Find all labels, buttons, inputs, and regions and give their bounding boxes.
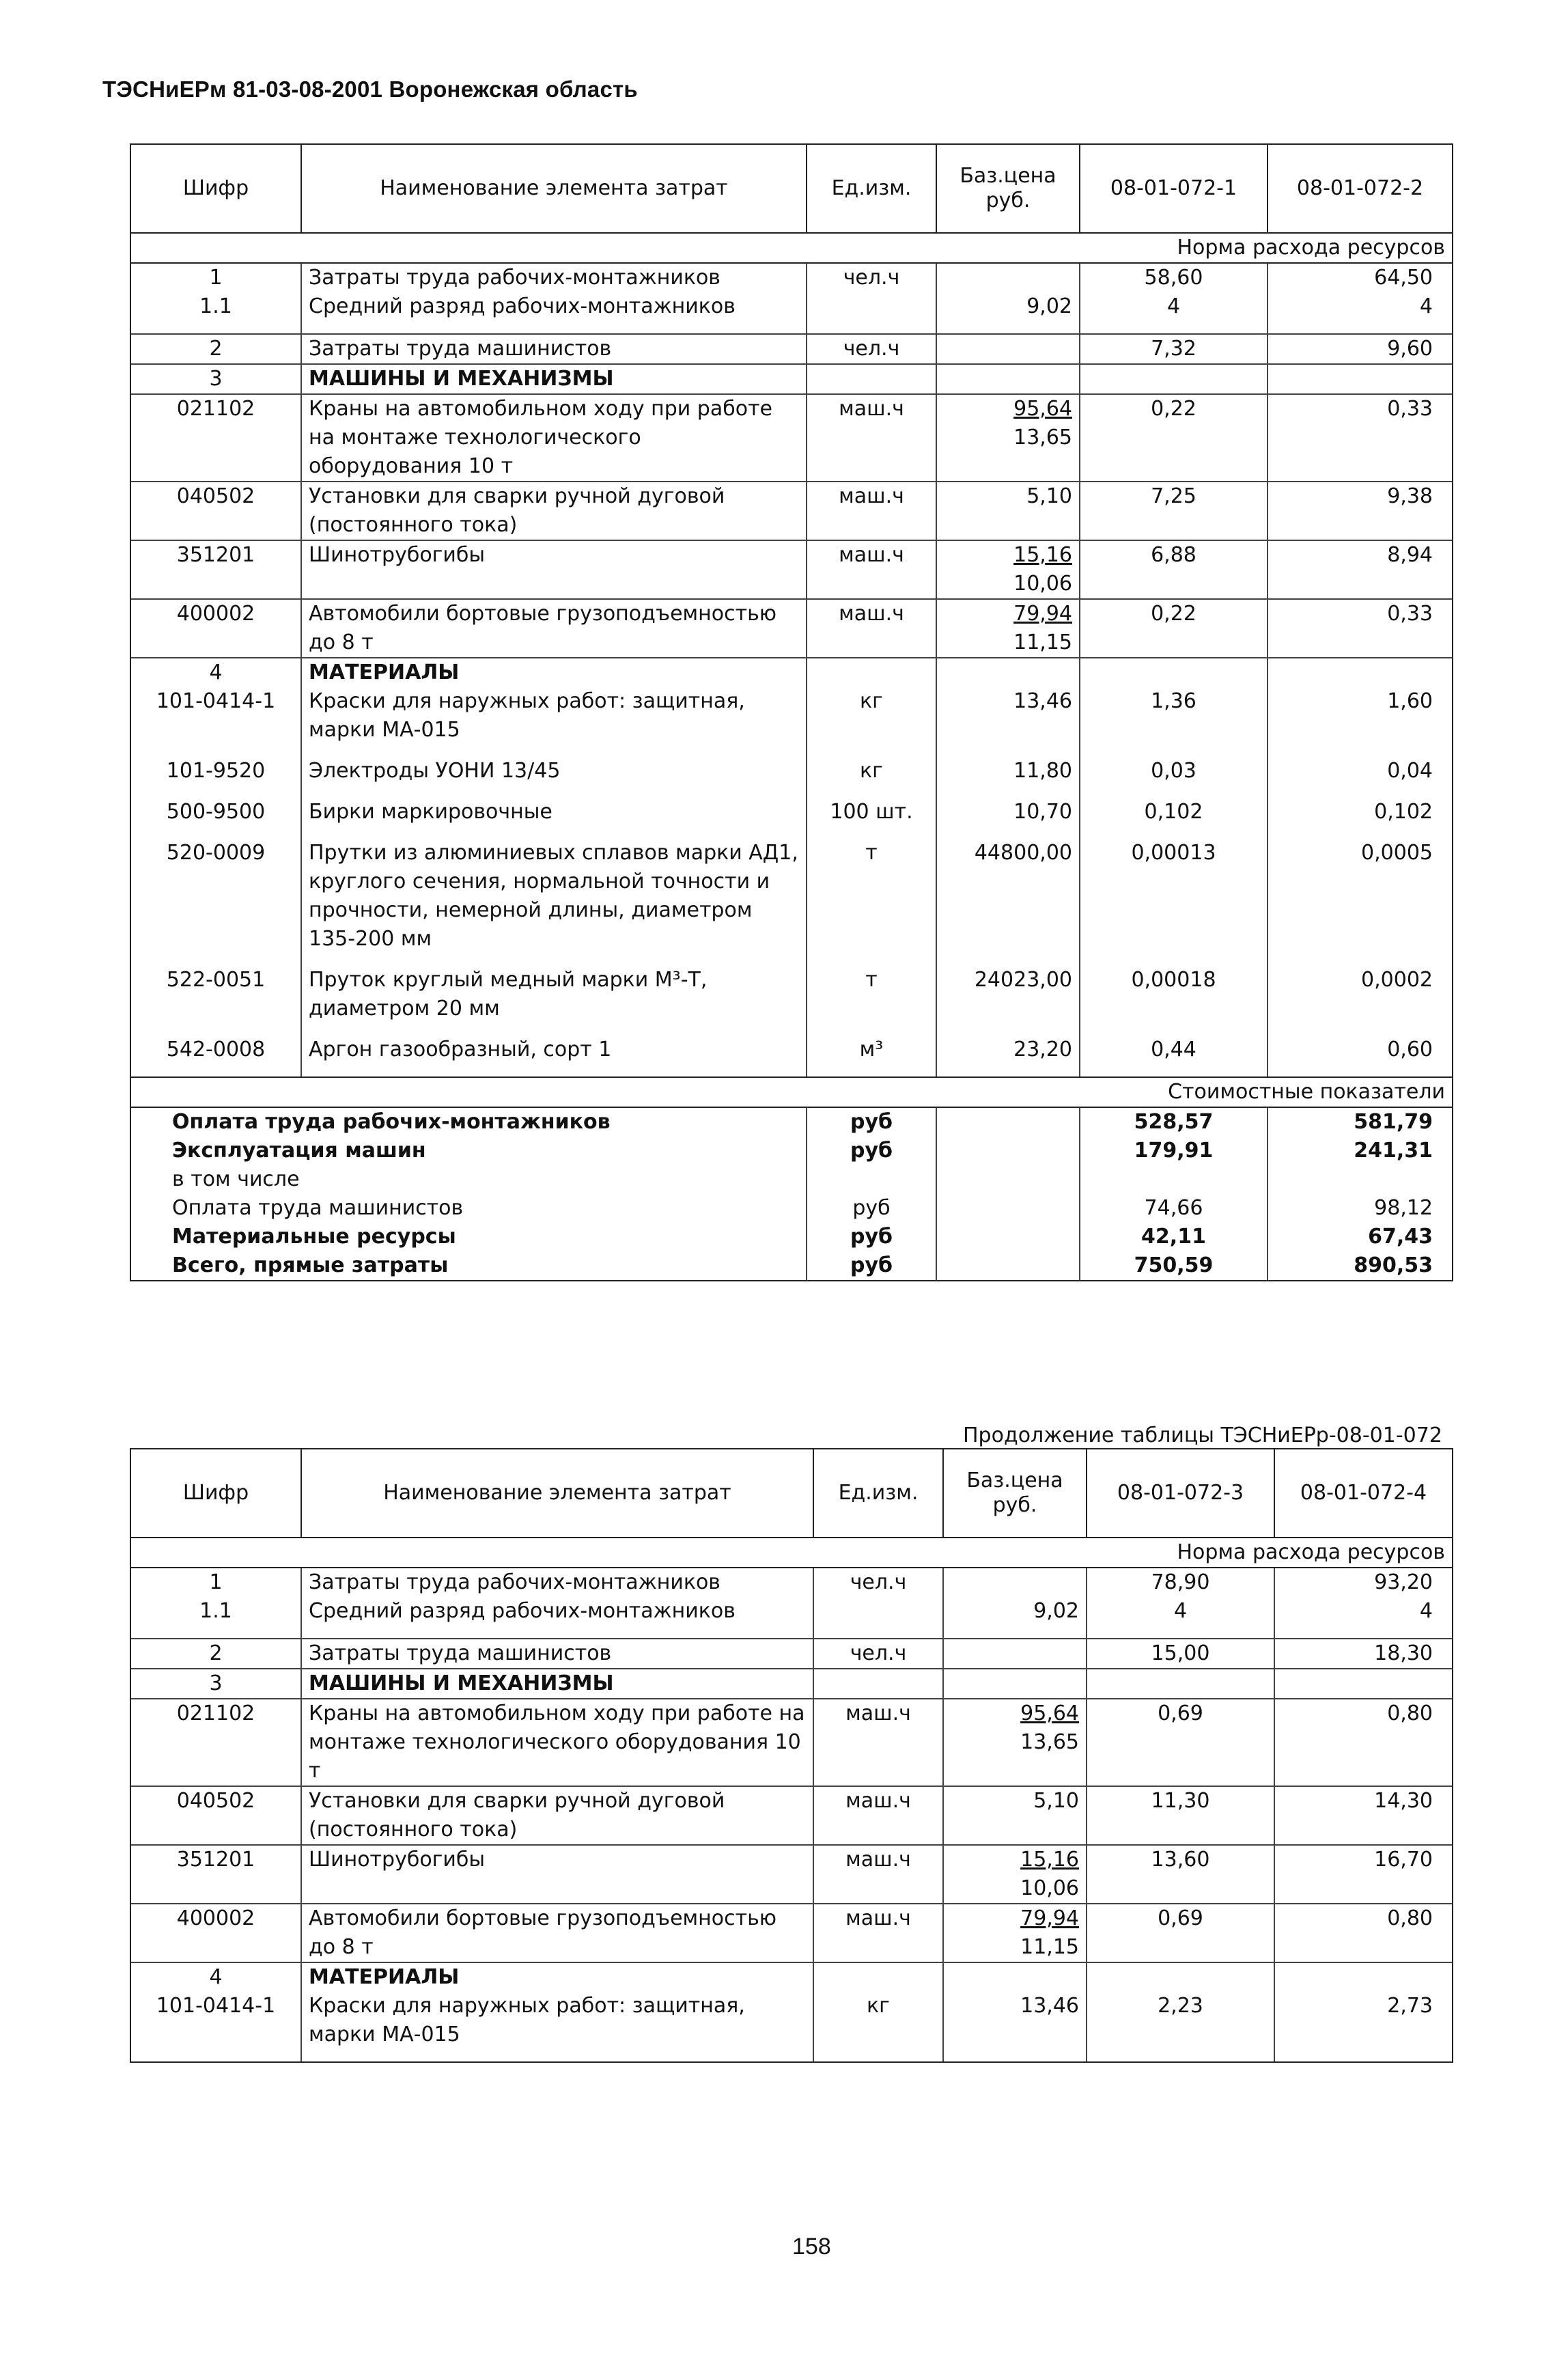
row-rate-2: 0,0005 (1268, 839, 1453, 966)
row-name: Автомобили бортовые грузоподъемностью до 8 т (301, 1904, 813, 1962)
row-unit: чел.ч (813, 1568, 943, 1597)
row-unit: маш.ч (813, 1699, 943, 1786)
row-rate-1: 15,00 (1087, 1639, 1274, 1669)
row-code: 3 (130, 364, 301, 394)
total-unit: руб (807, 1107, 936, 1137)
row-name: Краски для наружных работ: защитная, марки МА-015 (301, 1992, 813, 2062)
table-row (130, 1904, 1453, 1962)
total-name: Оплата труда рабочих-монтажников (130, 1107, 807, 1137)
row-price (943, 1904, 1087, 1962)
row-price-value: 9,02 (1026, 294, 1072, 318)
row-name: МАТЕРИАЛЫ (301, 658, 807, 687)
row-unit: чел.ч (813, 1639, 943, 1669)
row-unit: маш.ч (807, 482, 936, 540)
row-rate-1 (1080, 658, 1268, 687)
row-unit: 100 шт. (807, 798, 936, 839)
row-rate-2: 4 (1268, 292, 1453, 334)
total-price (936, 1137, 1080, 1165)
col-header-code: Шифр (130, 1449, 301, 1538)
row-unit (813, 1669, 943, 1699)
row-unit (813, 1962, 943, 1992)
col-header-name: Наименование элемента затрат (301, 144, 807, 233)
row-price-value: 79,94 (1020, 1906, 1079, 1930)
row-rate-1: 78,90 (1087, 1568, 1274, 1597)
row-rate-2 (1274, 1962, 1453, 1992)
col-header-unit: Ед.изм. (807, 144, 936, 233)
row-unit: маш.ч (807, 599, 936, 658)
totals-row (130, 1251, 1453, 1281)
row-name: МАШИНЫ И МЕХАНИЗМЫ (301, 364, 807, 394)
table-row (130, 334, 1453, 364)
row-name: Электроды УОНИ 13/45 (301, 757, 807, 798)
row-rate-2 (1268, 658, 1453, 687)
row-code: 101-0414-1 (130, 1992, 301, 2062)
row-code: 351201 (130, 540, 301, 599)
row-price (936, 540, 1080, 599)
row-unit (813, 1597, 943, 1639)
row-price-secondary: 10,06 (1013, 572, 1072, 596)
row-rate-2: 9,60 (1268, 334, 1453, 364)
row-rate-1: 0,22 (1080, 394, 1268, 482)
row-unit: т (807, 966, 936, 1036)
col-header-price: Баз.цена руб. (943, 1449, 1087, 1538)
row-price (936, 687, 1080, 757)
row-name: Автомобили бортовые грузоподъемностью до 8 т (301, 599, 807, 658)
row-price-value: 44800,00 (974, 841, 1072, 865)
row-name: Шинотрубогибы (301, 540, 807, 599)
row-name: Установки для сварки ручной дуговой (постоянного тока) (301, 1786, 813, 1845)
row-rate-1: 4 (1080, 292, 1268, 334)
total-value-2: 581,79 (1268, 1107, 1453, 1137)
row-code: 021102 (130, 394, 301, 482)
totals-row (130, 1137, 1453, 1165)
table-row (130, 1786, 1453, 1845)
row-name: МАТЕРИАЛЫ (301, 1962, 813, 1992)
row-price-secondary: 10,06 (1020, 1876, 1079, 1900)
row-price-value: 9,02 (1033, 1599, 1079, 1623)
row-price-value: 5,10 (1026, 484, 1072, 508)
total-value-2: 98,12 (1268, 1194, 1453, 1223)
row-price-value: 5,10 (1033, 1789, 1079, 1813)
row-price (936, 334, 1080, 364)
row-price-value: 13,46 (1020, 1994, 1079, 2018)
row-unit: т (807, 839, 936, 966)
row-code: 1 (130, 263, 301, 292)
total-price (936, 1107, 1080, 1137)
row-name: Краски для наружных работ: защитная, марки МА-015 (301, 687, 807, 757)
row-price (943, 1962, 1087, 1992)
row-unit: чел.ч (807, 263, 936, 292)
row-code: 021102 (130, 1699, 301, 1786)
row-code: 1 (130, 1568, 301, 1597)
row-name: Шинотрубогибы (301, 1845, 813, 1904)
row-price (936, 839, 1080, 966)
total-value-2 (1268, 1165, 1453, 1194)
row-rate-2: 64,50 (1268, 263, 1453, 292)
col-header-rate-1: 08-01-072-1 (1080, 144, 1268, 233)
row-price-value: 23,20 (1013, 1038, 1072, 1061)
row-name: Затраты труда рабочих-монтажников (301, 1568, 813, 1597)
total-name: Всего, прямые затраты (130, 1251, 807, 1281)
col-header-rate-3: 08-01-072-3 (1087, 1449, 1274, 1538)
row-price (943, 1597, 1087, 1639)
table-row (130, 482, 1453, 540)
row-rate-2: 0,60 (1268, 1036, 1453, 1077)
row-name: Средний разряд рабочих-монтажников (301, 292, 807, 334)
row-code: 1.1 (130, 1597, 301, 1639)
total-value-1: 42,11 (1080, 1223, 1268, 1251)
col-header-unit: Ед.изм. (813, 1449, 943, 1538)
page-number: 158 (792, 2234, 831, 2260)
row-rate-2: 0,04 (1268, 757, 1453, 798)
row-name: МАШИНЫ И МЕХАНИЗМЫ (301, 1669, 813, 1699)
row-price (936, 599, 1080, 658)
row-unit: маш.ч (807, 540, 936, 599)
row-price (936, 757, 1080, 798)
table-header-row (130, 144, 1453, 233)
row-unit: маш.ч (813, 1786, 943, 1845)
row-rate-2: 16,70 (1274, 1845, 1453, 1904)
table-row (130, 263, 1453, 292)
row-name: Прутки из алюминиевых сплавов марки АД1, круглого сечения, нормальной точности и прочности, немерной длины, диаметром 135-200 мм (301, 839, 807, 966)
table-row (130, 798, 1453, 839)
total-name: Оплата труда машинистов (130, 1194, 807, 1223)
totals-row (130, 1107, 1453, 1137)
row-price (943, 1568, 1087, 1597)
row-code: 040502 (130, 1786, 301, 1845)
row-rate-1: 0,44 (1080, 1036, 1268, 1077)
total-name: в том числе (130, 1165, 807, 1194)
row-rate-1 (1080, 364, 1268, 394)
total-price (936, 1251, 1080, 1281)
total-price (936, 1223, 1080, 1251)
row-price-value: 15,16 (1020, 1848, 1079, 1872)
row-code: 101-0414-1 (130, 687, 301, 757)
table-row (130, 292, 1453, 334)
totals-row (130, 1194, 1453, 1223)
row-rate-2: 0,33 (1268, 394, 1453, 482)
row-code: 542-0008 (130, 1036, 301, 1077)
row-price-value: 11,80 (1013, 759, 1072, 783)
row-code: 1.1 (130, 292, 301, 334)
table-row (130, 394, 1453, 482)
row-code: 520-0009 (130, 839, 301, 966)
table-row (130, 839, 1453, 966)
row-rate-1 (1087, 1962, 1274, 1992)
norm-caption-row (130, 233, 1453, 263)
row-rate-2: 1,60 (1268, 687, 1453, 757)
row-price-value: 24023,00 (974, 968, 1072, 992)
row-price-value: 15,16 (1013, 543, 1072, 567)
total-unit: руб (807, 1194, 936, 1223)
row-price-value: 95,64 (1013, 397, 1072, 421)
row-name: Аргон газообразный, сорт 1 (301, 1036, 807, 1077)
table-row (130, 1992, 1453, 2062)
total-value-1: 74,66 (1080, 1194, 1268, 1223)
row-unit: кг (807, 687, 936, 757)
row-code: 522-0051 (130, 966, 301, 1036)
table-row (130, 599, 1453, 658)
row-rate-2: 93,20 (1274, 1568, 1453, 1597)
table-1-body (130, 263, 1453, 1077)
row-rate-1: 13,60 (1087, 1845, 1274, 1904)
total-name: Эксплуатация машин (130, 1137, 807, 1165)
row-unit (807, 364, 936, 394)
norm-table-2 (130, 1448, 1453, 2063)
row-price (936, 798, 1080, 839)
row-rate-2: 0,80 (1274, 1699, 1453, 1786)
row-unit: м³ (807, 1036, 936, 1077)
total-value-2: 241,31 (1268, 1137, 1453, 1165)
row-rate-2: 0,80 (1274, 1904, 1453, 1962)
row-rate-1: 0,03 (1080, 757, 1268, 798)
row-rate-1: 0,22 (1080, 599, 1268, 658)
totals-body (130, 1107, 1453, 1281)
row-rate-2: 9,38 (1268, 482, 1453, 540)
row-rate-1: 0,102 (1080, 798, 1268, 839)
norm-table-1 (130, 143, 1453, 1281)
row-code: 3 (130, 1669, 301, 1699)
total-value-1: 179,91 (1080, 1137, 1268, 1165)
row-price (943, 1669, 1087, 1699)
row-name: Краны на автомобильном ходу при работе на монтаже технологического оборудования 10 т (301, 394, 807, 482)
total-price (936, 1194, 1080, 1223)
row-code: 2 (130, 1639, 301, 1669)
row-name: Пруток круглый медный марки М³-Т, диаметром 20 мм (301, 966, 807, 1036)
table-row (130, 1962, 1453, 1992)
row-code: 400002 (130, 1904, 301, 1962)
row-price (943, 1992, 1087, 2062)
row-price-value: 10,70 (1013, 800, 1072, 824)
row-unit: маш.ч (807, 394, 936, 482)
row-price (943, 1845, 1087, 1904)
totals-row (130, 1165, 1453, 1194)
table-row (130, 658, 1453, 687)
row-rate-1: 0,00013 (1080, 839, 1268, 966)
col-header-name: Наименование элемента затрат (301, 1449, 813, 1538)
total-value-1: 528,57 (1080, 1107, 1268, 1137)
totals-row (130, 1223, 1453, 1251)
row-unit: кг (807, 757, 936, 798)
row-code: 2 (130, 334, 301, 364)
table-row (130, 540, 1453, 599)
norm-caption: Норма расхода ресурсов (130, 1538, 1453, 1568)
total-value-2: 890,53 (1268, 1251, 1453, 1281)
row-code: 040502 (130, 482, 301, 540)
table-row (130, 1845, 1453, 1904)
table-row (130, 757, 1453, 798)
row-rate-1: 0,69 (1087, 1699, 1274, 1786)
row-rate-1: 58,60 (1080, 263, 1268, 292)
col-header-rate-2: 08-01-072-2 (1268, 144, 1453, 233)
row-price (936, 364, 1080, 394)
row-rate-2: 0,102 (1268, 798, 1453, 839)
row-price (936, 658, 1080, 687)
row-rate-2: 0,0002 (1268, 966, 1453, 1036)
total-unit (807, 1165, 936, 1194)
row-price (936, 292, 1080, 334)
row-rate-2: 2,73 (1274, 1992, 1453, 2062)
row-unit: кг (813, 1992, 943, 2062)
row-rate-1: 6,88 (1080, 540, 1268, 599)
norm-caption-row (130, 1538, 1453, 1568)
row-name: Бирки маркировочные (301, 798, 807, 839)
table-row (130, 1699, 1453, 1786)
row-rate-1: 7,32 (1080, 334, 1268, 364)
page-header: ТЭСНиЕРм 81-03-08-2001 Воронежская область (102, 77, 638, 102)
row-rate-2: 18,30 (1274, 1639, 1453, 1669)
total-unit: руб (807, 1223, 936, 1251)
row-price-value: 79,94 (1013, 602, 1072, 626)
row-rate-2: 8,94 (1268, 540, 1453, 599)
row-price (943, 1699, 1087, 1786)
total-name: Материальные ресурсы (130, 1223, 807, 1251)
row-name: Средний разряд рабочих-монтажников (301, 1597, 813, 1639)
row-price (943, 1639, 1087, 1669)
table-row (130, 1568, 1453, 1597)
row-name: Краны на автомобильном ходу при работе на монтаже технологического оборудования 10 т (301, 1699, 813, 1786)
table-row (130, 687, 1453, 757)
cost-caption-row (130, 1077, 1453, 1107)
continuation-caption: Продолжение таблицы ТЭСНиЕРр-08-01-072 (963, 1423, 1442, 1447)
row-rate-1: 2,23 (1087, 1992, 1274, 2062)
row-rate-1: 4 (1087, 1597, 1274, 1639)
row-price (943, 1786, 1087, 1845)
row-unit: чел.ч (807, 334, 936, 364)
row-code: 4 (130, 1962, 301, 1992)
table-row (130, 1036, 1453, 1077)
row-rate-2 (1274, 1669, 1453, 1699)
norm-caption: Норма расхода ресурсов (130, 233, 1453, 263)
row-unit (807, 292, 936, 334)
total-unit: руб (807, 1251, 936, 1281)
cost-caption: Стоимостные показатели (130, 1077, 1453, 1107)
row-rate-1 (1087, 1669, 1274, 1699)
row-price-secondary: 11,15 (1020, 1935, 1079, 1959)
total-value-1: 750,59 (1080, 1251, 1268, 1281)
row-code: 400002 (130, 599, 301, 658)
row-rate-2: 0,33 (1268, 599, 1453, 658)
row-price-secondary: 13,65 (1020, 1730, 1079, 1754)
row-rate-1: 11,30 (1087, 1786, 1274, 1845)
col-header-rate-4: 08-01-072-4 (1274, 1449, 1453, 1538)
row-unit: маш.ч (813, 1845, 943, 1904)
row-code: 101-9520 (130, 757, 301, 798)
row-price-secondary: 11,15 (1013, 630, 1072, 654)
row-price-value: 95,64 (1020, 1701, 1079, 1725)
total-value-2: 67,43 (1268, 1223, 1453, 1251)
row-rate-1: 0,69 (1087, 1904, 1274, 1962)
col-header-code: Шифр (130, 144, 301, 233)
table-header-row (130, 1449, 1453, 1538)
row-price-secondary: 13,65 (1013, 426, 1072, 449)
row-price (936, 1036, 1080, 1077)
row-rate-1: 1,36 (1080, 687, 1268, 757)
table-row (130, 364, 1453, 394)
row-rate-2: 14,30 (1274, 1786, 1453, 1845)
row-price (936, 482, 1080, 540)
table-2-body (130, 1568, 1453, 2062)
table-row (130, 1669, 1453, 1699)
row-rate-1: 7,25 (1080, 482, 1268, 540)
row-unit: маш.ч (813, 1904, 943, 1962)
col-header-price: Баз.цена руб. (936, 144, 1080, 233)
row-code: 500-9500 (130, 798, 301, 839)
table-row (130, 1639, 1453, 1669)
row-unit (807, 658, 936, 687)
row-name: Установки для сварки ручной дуговой (постоянного тока) (301, 482, 807, 540)
total-price (936, 1165, 1080, 1194)
table-row (130, 966, 1453, 1036)
row-price (936, 966, 1080, 1036)
row-name: Затраты труда машинистов (301, 1639, 813, 1669)
row-price-value: 13,46 (1013, 689, 1072, 713)
table-row (130, 1597, 1453, 1639)
row-price (936, 394, 1080, 482)
row-name: Затраты труда рабочих-монтажников (301, 263, 807, 292)
total-unit: руб (807, 1137, 936, 1165)
row-rate-1: 0,00018 (1080, 966, 1268, 1036)
row-price (936, 263, 1080, 292)
total-value-1 (1080, 1165, 1268, 1194)
row-name: Затраты труда машинистов (301, 334, 807, 364)
row-rate-2: 4 (1274, 1597, 1453, 1639)
row-code: 4 (130, 658, 301, 687)
row-rate-2 (1268, 364, 1453, 394)
row-code: 351201 (130, 1845, 301, 1904)
